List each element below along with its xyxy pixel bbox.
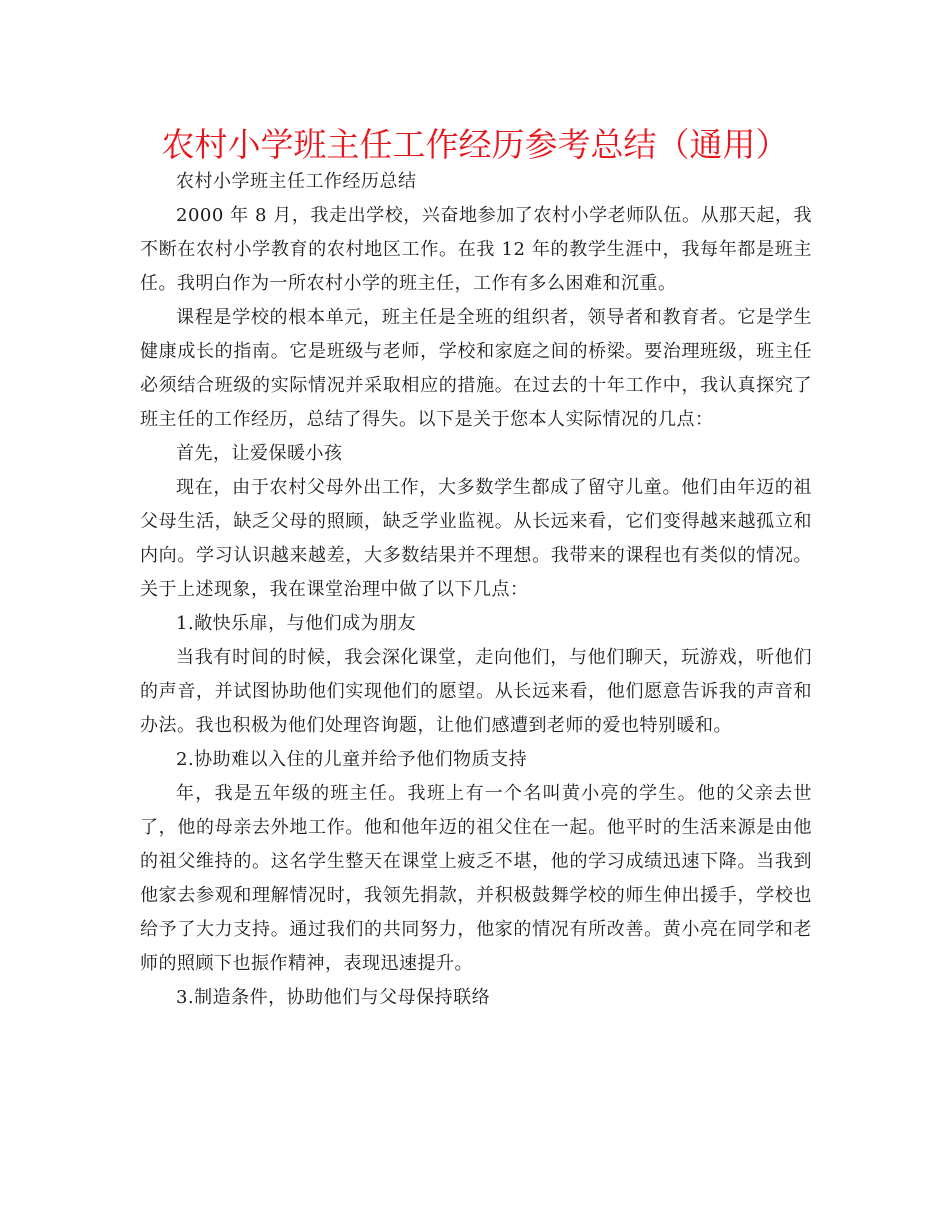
paragraph: 课程是学校的根本单元，班主任是全班的组织者，领导者和教育者。它是学生健康成长的指南。它是班级与老师，学校和家庭之间的桥梁。要治理班级，班主任必须结合班级的实际情况并采取相应的措施。在过去的十年工作中，我认真探究了班主任的工作经历，总结了得失。以下是关于您本人实际情况的几点： — [140, 307, 812, 430]
paragraph: 现在，由于农村父母外出工作，大多数学生都成了留守儿童。他们由年迈的祖父母生活，缺乏父母的照顾，缺乏学业监视。从长远来看，它们变得越来越孤立和内向。学习认识越来越差，大多数结果并不理想。我带来的课程也有类似的情况。关于上述现象，我在课堂治理中做了以下几点： — [140, 477, 812, 600]
document-body — [140, 165, 812, 1015]
paragraph: 2000 年 8 月，我走出学校，兴奋地参加了农村小学老师队伍。从那天起，我不断在农村小学教育的农村地区工作。在我 12 年的教学生涯中，我每年都是班主任。我明白作为一所农村小学的班主任，工作有多么困难和沉重。 — [140, 205, 812, 294]
document-title: 农村小学班主任工作经历参考总结（通用） — [161, 125, 789, 164]
paragraph: 当我有时间的时候，我会深化课堂，走向他们，与他们聊天，玩游戏，听他们的声音，并试图协助他们实现他们的愿望。从长远来看，他们愿意告诉我的声音和办法。我也积极为他们处理咨询题，让他们感遭到老师的爱也特别暖和。 — [140, 647, 812, 736]
section-heading: 1.敞快乐扉，与他们成为朋友 — [176, 613, 417, 634]
section-heading: 2.协助难以入住的儿童并给予他们物质支持 — [176, 749, 528, 770]
paragraph: 年，我是五年级的班主任。我班上有一个名叫黄小亮的学生。他的父亲去世了，他的母亲去外地工作。他和他年迈的祖父住在一起。他平时的生活来源是由他的祖父维持的。这名学生整天在课堂上疲乏不堪，他的学习成绩迅速下降。当我到他家去参观和理解情况时，我领先捐款，并积极鼓舞学校的师生伸出援手，学校也给予了大力支持。通过我们的共同努力，他家的情况有所改善。黄小亮在同学和老师的照顾下也振作精神，表现迅速提升。 — [140, 783, 812, 974]
section-heading: 3.制造条件，协助他们与父母保持联络 — [176, 987, 491, 1008]
paragraph-subtitle: 农村小学班主任工作经历总结 — [176, 171, 417, 192]
section-heading: 首先，让爱保暖小孩 — [176, 443, 343, 464]
